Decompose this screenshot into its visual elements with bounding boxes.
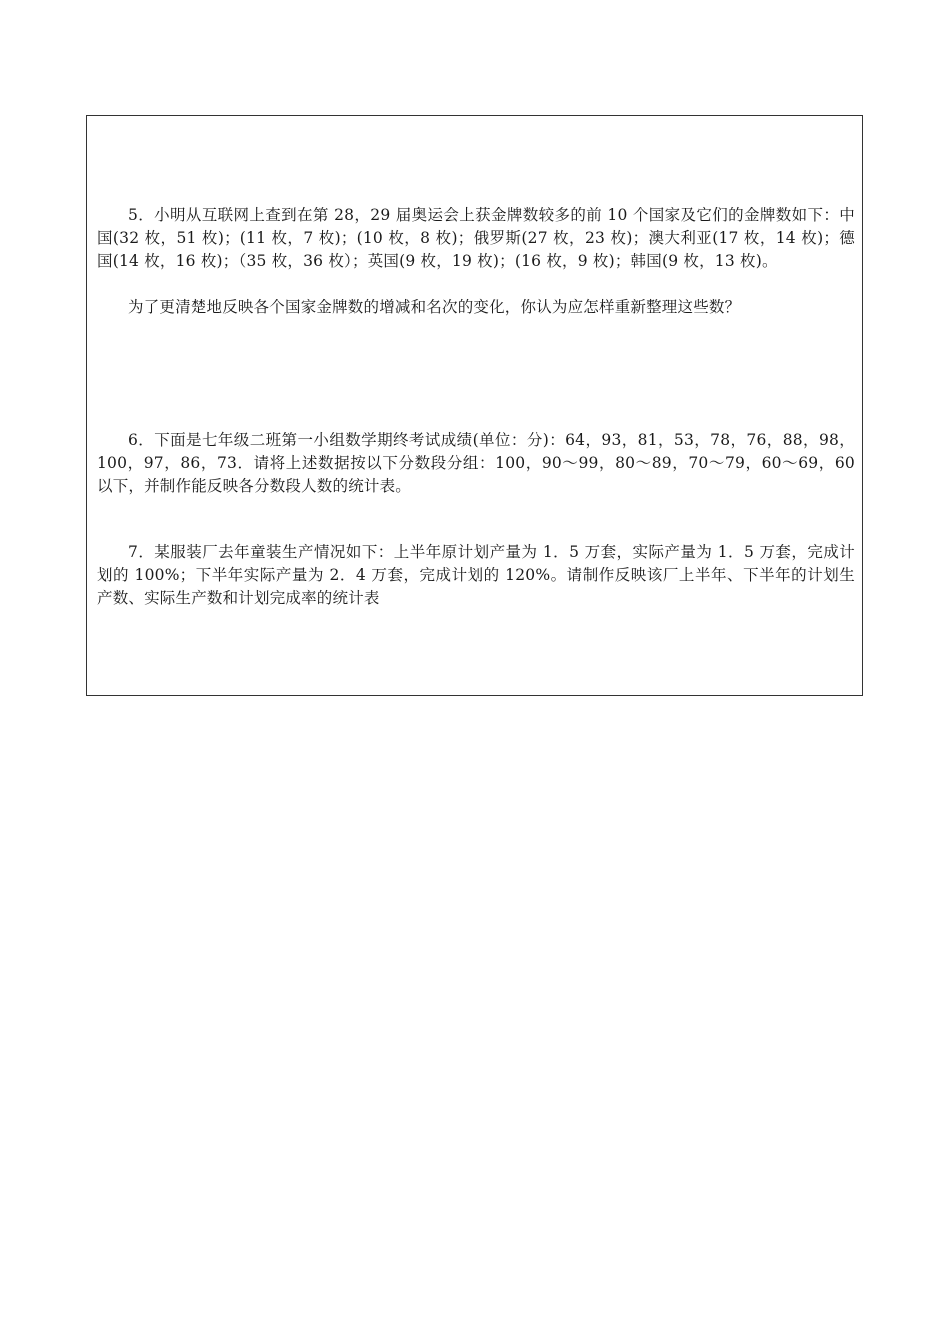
problem-6-text: 6．下面是七年级二班第一小组数学期终考试成绩(单位：分)：64，93，81，53，78，76，88，98，100，97，86，73．请将上述数据按以下分数段分组：100，90～99，80～89，70～79，60～69，60 以下，并制作能反映各分数段人数的统计表。 (97, 431, 855, 495)
problem-7-text: 7．某服装厂去年童装生产情况如下：上半年原计划产量为 1．5 万套，实际产量为 1．5 万套，完成计划的 100%；下半年实际产量为 2．4 万套，完成计划的 120%。请制作反映该厂上半年、下半年的计划生产数、实际生产数和计划完成率的统计表 (97, 543, 855, 607)
problem-5-text: 5．小明从互联网上查到在第 28，29 届奥运会上获金牌数较多的前 10 个国家及它们的金牌数如下：中国(32 枚，51 枚)；(11 枚，7 枚)；(10 枚，8 枚)；俄罗斯(27 枚，23 枚)；澳大利亚(17 枚，14 枚)；德国(14 枚，16 枚)；（35 枚，36 枚）；英国(9 枚，19 枚)；(16 枚，9 枚)；韩国(9 枚，13 枚)。 (97, 206, 855, 270)
problem-5-question: 为了更清楚地反映各个国家金牌数的增减和名次的变化，你认为应怎样重新整理这些数？ (128, 298, 741, 316)
problem-box (86, 115, 863, 696)
